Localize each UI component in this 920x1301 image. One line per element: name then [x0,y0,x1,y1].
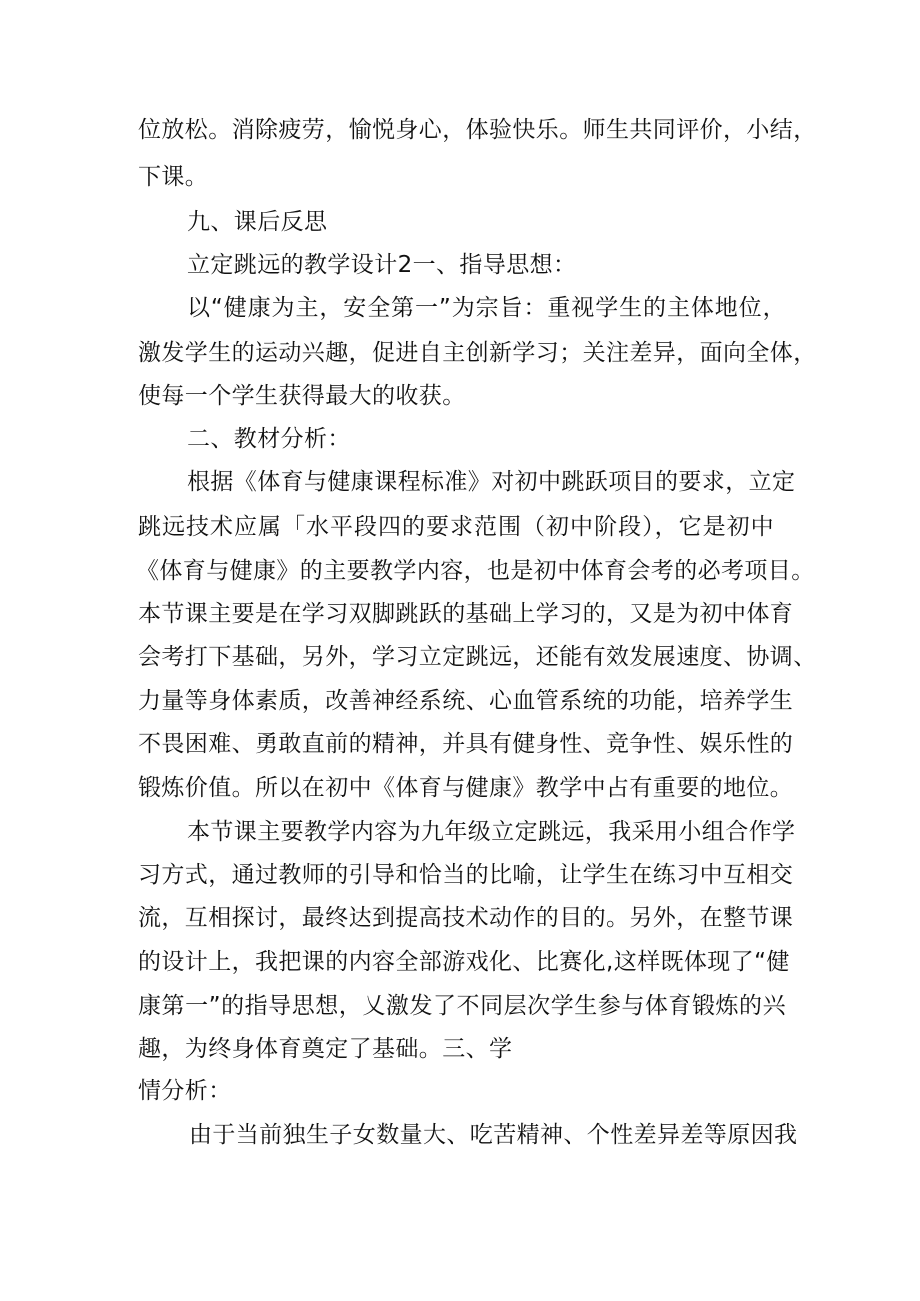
section-heading: 立定跳远的教学设计2一、指导思想： [187,252,577,278]
text-line: 锻炼价值。所以在初中《体育与健康》教学中占有重要的地位。 [138,775,794,801]
text-line: 跳远技术应属「水平段四的要求范围（初中阶段），它是初中 [138,514,774,540]
text-line: 激发学生的运动兴趣，促进自主创新学习；关注差异，面向全体， [138,340,817,366]
text-line: 力量等身体素质，改善神经系统、心血管系统的功能，培养学生 [138,688,794,714]
text-line: 本节课主要教学内容为九年级立定跳远，我采用小组合作学 [187,819,796,845]
text-line: 使每一个学生获得最大的收获。 [138,383,466,409]
text-line: 情分析： [138,1078,232,1104]
text-line: 不畏困难、勇敢直前的精神，并具有健身性、竞争性、娱乐性的 [138,731,794,757]
text-line: 位放松。消除疲劳，愉悦身心，体验快乐。师生共同评价，小结， [138,117,817,143]
section-heading: 九、课后反思 [187,209,328,235]
text-line: 流，互相探讨，最终达到提高技术动作的目的。另外，在整节课 [138,905,794,931]
text-line: 本节课主要是在学习双脚跳跃的基础上学习的，又是为初中体育 [138,601,794,627]
section-heading: 二、教材分析： [187,426,351,452]
text-line: 由于当前独生子女数量大、吃苦精神、个性差异差等原因我 [189,1122,798,1148]
text-line: 习方式，通过教师的引导和恰当的比喻，让学生在练习中互相交 [138,862,794,888]
text-line: 会考打下基础，另外，学习立定跳远，还能有效发展速度、协调、 [138,644,817,670]
text-line: 根据《体育与健康课程标准》对初中跳跃项目的要求，立定 [187,469,796,495]
text-line: 《体育与健康》的主要教学内容，也是初中体育会考的必考项目。 [136,558,815,584]
text-line: 以“健康为主，安全第一”为宗旨：重视学生的主体地位， [187,295,786,321]
text-line: 的设计上，我把课的内容全部游戏化、比赛化,这样既体现了“健 [138,949,790,975]
text-line: 趣，为终身体育奠定了基础。三、学 [138,1036,513,1062]
text-line: 康第一”的指导思想，乂激发了不同层次学生参与体育锻炼的兴 [138,993,786,1019]
text-line: 下课。 [138,164,209,190]
